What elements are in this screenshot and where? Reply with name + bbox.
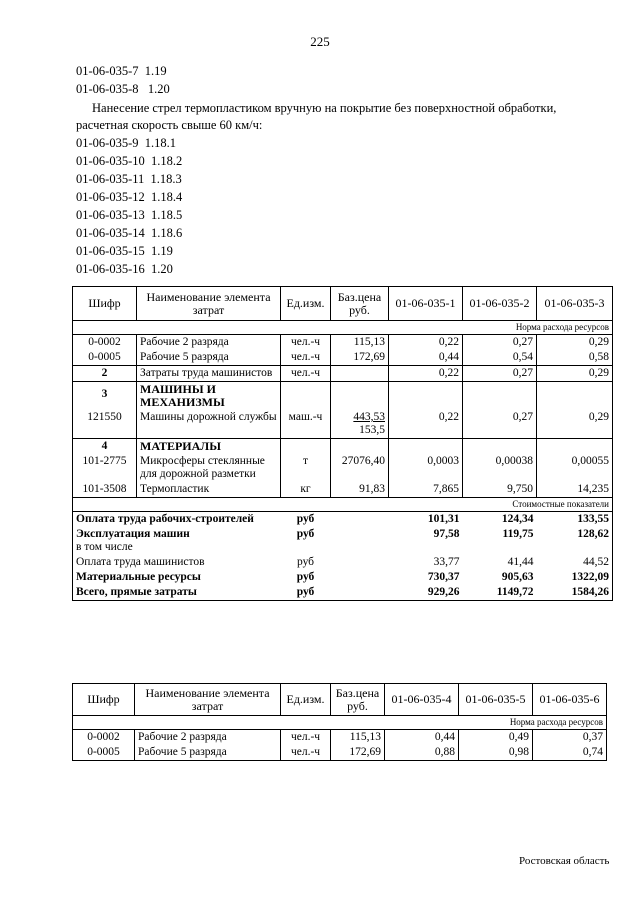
row-code: 0-0002 xyxy=(73,730,135,746)
row-code: 121550 xyxy=(73,410,137,439)
row-value: 0,44 xyxy=(385,730,459,746)
code-line: 01-06-035-16 1.20 xyxy=(76,262,173,276)
summary-name: Оплата труда рабочих-строителей xyxy=(76,513,254,525)
row-unit: т xyxy=(281,454,331,482)
summary-value: 41,44 xyxy=(507,556,534,568)
row-value: 0,27 xyxy=(463,366,537,382)
code-line: 01-06-035-13 1.18.5 xyxy=(76,208,183,222)
header-name: Наименование элемента затрат xyxy=(137,287,281,321)
row-value: 0,22 xyxy=(389,410,463,439)
row-value: 0,00055 xyxy=(537,454,613,482)
row-unit: чел.-ч xyxy=(281,366,331,382)
row-unit: чел.-ч xyxy=(281,730,331,746)
row-value: 7,865 xyxy=(389,482,463,498)
row-value: 0,29 xyxy=(537,410,613,439)
row-price: 115,13 xyxy=(331,730,385,746)
summary-unit: руб xyxy=(296,513,315,525)
row-unit: чел.-ч xyxy=(281,335,331,351)
header-col3: 01-06-035-3 xyxy=(537,287,613,321)
summary-value: 119,75 xyxy=(502,528,534,540)
summary-name: Эксплуатация машин в том числе xyxy=(76,528,190,553)
row-value: 0,98 xyxy=(459,745,533,761)
row-unit: чел.-ч xyxy=(281,350,331,366)
header-col3: 01-06-035-6 xyxy=(533,684,607,716)
row-code: 101-2775 xyxy=(73,454,137,482)
row-name: Рабочие 2 разряда xyxy=(137,335,281,351)
header-col1: 01-06-035-1 xyxy=(389,287,463,321)
summary-value: 730,37 xyxy=(427,571,460,583)
summary-unit: руб xyxy=(296,571,315,583)
summary-value: 101,31 xyxy=(427,513,460,525)
summary-value: 44,52 xyxy=(583,556,609,568)
summary-unit: руб xyxy=(296,586,315,598)
summary-name: Оплата труда машинистов xyxy=(76,556,205,568)
row-code: 0-0002 xyxy=(73,335,137,351)
row-price: 172,69 xyxy=(331,350,389,366)
header-price: Баз.цена руб. xyxy=(331,684,385,716)
row-value: 0,44 xyxy=(389,350,463,366)
code-line: 01-06-035-15 1.19 xyxy=(76,244,173,258)
row-unit: кг xyxy=(281,482,331,498)
row-name: Затраты труда машинистов xyxy=(137,366,281,382)
resource-table-2 xyxy=(72,683,607,761)
row-value: 0,74 xyxy=(533,745,607,761)
header-col2: 01-06-035-2 xyxy=(463,287,537,321)
footer-region: Ростовская область xyxy=(519,855,610,867)
summary-value: 97,58 xyxy=(433,528,460,540)
header-code: Шифр xyxy=(73,684,135,716)
row-value: 0,00038 xyxy=(463,454,537,482)
summary-value: 133,55 xyxy=(577,513,609,525)
row-name: Машины дорожной службы xyxy=(137,410,281,439)
section-cost: Стоимостные показатели xyxy=(73,498,613,512)
row-unit: маш.-ч xyxy=(281,410,331,439)
code-line: 01-06-035-8 1.20 xyxy=(76,82,170,96)
row-value: 0,27 xyxy=(463,335,537,351)
row-price: 91,83 xyxy=(331,482,389,498)
header-unit: Ед.изм. xyxy=(281,287,331,321)
row-code: 0-0005 xyxy=(73,350,137,366)
row-value: 0,0003 xyxy=(389,454,463,482)
header-col2: 01-06-035-5 xyxy=(459,684,533,716)
row-code: 3 xyxy=(73,382,137,411)
row-value: 0,22 xyxy=(389,335,463,351)
row-value: 9,750 xyxy=(463,482,537,498)
row-value: 0,29 xyxy=(537,366,613,382)
summary-value: 128,62 xyxy=(577,528,609,540)
header-unit: Ед.изм. xyxy=(281,684,331,716)
page-number: 225 xyxy=(310,34,330,49)
resource-table-1 xyxy=(72,286,613,601)
code-line: 01-06-035-12 1.18.4 xyxy=(76,190,183,204)
row-value: 14,235 xyxy=(537,482,613,498)
row-price: 172,69 xyxy=(331,745,385,761)
summary-name: Материальные ресурсы xyxy=(76,571,201,583)
row-price: 443,53 153,5 xyxy=(331,410,389,439)
summary-value: 33,77 xyxy=(433,556,460,568)
header-col1: 01-06-035-4 xyxy=(385,684,459,716)
code-line: 01-06-035-11 1.18.3 xyxy=(76,172,182,186)
row-code: 2 xyxy=(73,366,137,382)
code-line: 01-06-035-9 1.18.1 xyxy=(76,136,176,150)
row-value: 0,88 xyxy=(385,745,459,761)
summary-value: 1322,09 xyxy=(571,571,609,583)
row-name: Термопластик xyxy=(137,482,281,498)
row-price: 27076,40 xyxy=(331,454,389,482)
code-line: 01-06-035-14 1.18.6 xyxy=(76,226,183,240)
row-value: 0,29 xyxy=(537,335,613,351)
description-paragraph: Нанесение стрел термопластиком вручную на покрытие без поверхностной обработки, расчетная скорость свыше 60 км/ч: xyxy=(76,101,557,132)
row-code: 101-3508 xyxy=(73,482,137,498)
summary-value: 1149,72 xyxy=(496,586,534,598)
row-price xyxy=(331,366,389,382)
row-code: 0-0005 xyxy=(73,745,135,761)
summary-value: 929,26 xyxy=(427,586,460,598)
summary-name: Всего, прямые затраты xyxy=(76,586,197,598)
header-code: Шифр xyxy=(73,287,137,321)
summary-value: 124,34 xyxy=(501,513,534,525)
code-line: 01-06-035-10 1.18.2 xyxy=(76,154,183,168)
section-materials-title: МАТЕРИАЛЫ xyxy=(137,439,281,455)
header-name: Наименование элемента затрат xyxy=(135,684,281,716)
summary-unit: руб xyxy=(296,528,315,540)
row-value: 0,58 xyxy=(537,350,613,366)
row-unit: чел.-ч xyxy=(281,745,331,761)
row-value: 0,54 xyxy=(463,350,537,366)
row-price: 115,13 xyxy=(331,335,389,351)
summary-unit: руб xyxy=(296,556,315,568)
row-value: 0,49 xyxy=(459,730,533,746)
row-value: 0,37 xyxy=(533,730,607,746)
summary-value: 1584,26 xyxy=(571,586,609,598)
section-norm: Норма расхода ресурсов xyxy=(73,321,613,335)
row-code: 4 xyxy=(73,439,137,455)
row-name: Рабочие 5 разряда xyxy=(137,350,281,366)
row-value: 0,22 xyxy=(389,366,463,382)
code-line: 01-06-035-7 1.19 xyxy=(76,64,167,78)
row-name: Рабочие 2 разряда xyxy=(135,730,281,746)
header-price: Баз.цена руб. xyxy=(331,287,389,321)
summary-value: 905,63 xyxy=(501,571,534,583)
row-value: 0,27 xyxy=(463,410,537,439)
row-name: Микросферы стеклянные для дорожной разметки xyxy=(137,454,281,482)
section-machines-title: МАШИНЫ И МЕХАНИЗМЫ xyxy=(137,382,281,411)
row-name: Рабочие 5 разряда xyxy=(135,745,281,761)
section-norm: Норма расхода ресурсов xyxy=(73,716,607,730)
